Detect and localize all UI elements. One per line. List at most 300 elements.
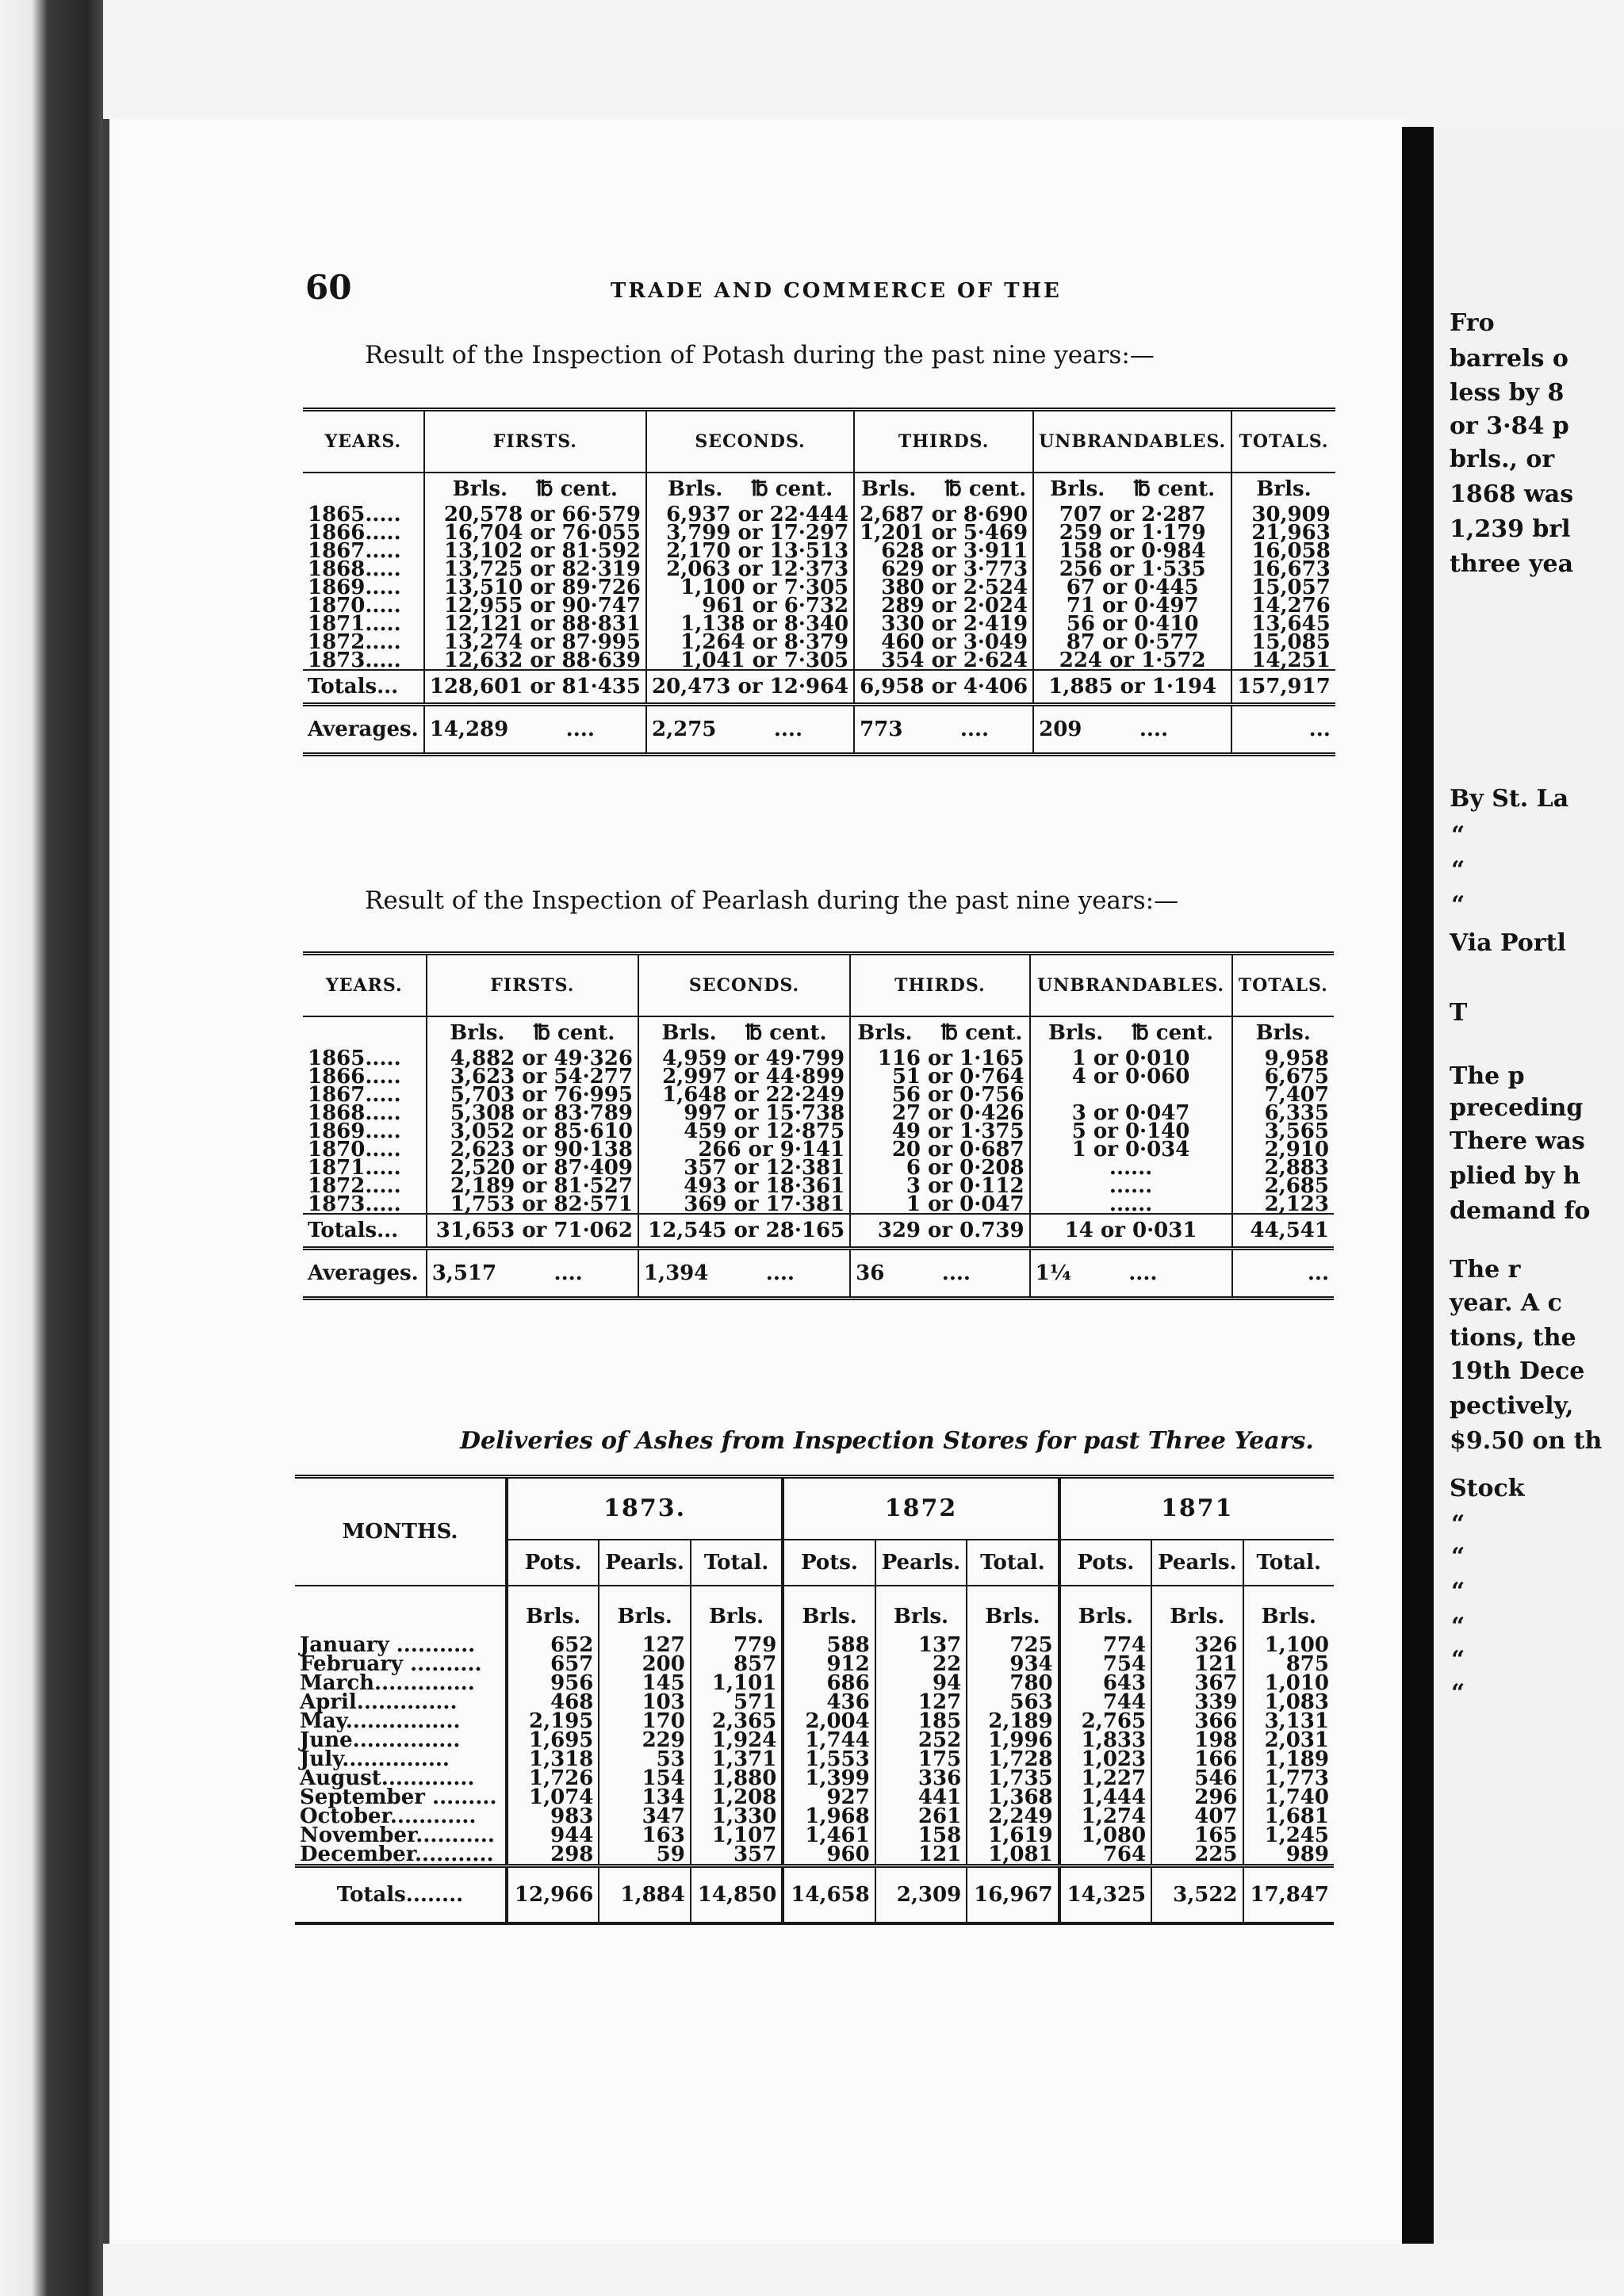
pearlash-units-total: Brls.: [1232, 1016, 1334, 1049]
delivery-value: 407: [1151, 1807, 1243, 1826]
value-cell: ......: [1030, 1195, 1232, 1214]
delivery-value: 1,368: [967, 1788, 1059, 1807]
total-cell: 15,085: [1231, 633, 1335, 651]
facing-page-fragment: preceding: [1450, 1094, 1584, 1122]
value-cell: 6 or 0·208: [850, 1158, 1029, 1177]
value-cell: 4 or 0·060: [1030, 1067, 1232, 1085]
value-cell: 369 or 17·381: [638, 1195, 850, 1214]
pearlash-units-cell: [1030, 1016, 1232, 1049]
delivery-value: 441: [875, 1788, 967, 1807]
delivery-value: 2,365: [691, 1712, 783, 1731]
column-header-pots: Pots.: [783, 1540, 875, 1586]
value-cell: 707 or 2·287: [1033, 505, 1231, 523]
potash-caption: Result of the Inspection of Potash during the past nine years:—: [365, 341, 1155, 369]
value-cell: 266 or 9·141: [638, 1140, 850, 1158]
unit-cell: Brls.: [1151, 1586, 1243, 1636]
value-cell: 460 or 3·049: [854, 633, 1033, 651]
pearlash-header-unbrandables: UNBRANDABLES.: [1030, 954, 1232, 1017]
pearlash-units-row: [303, 1016, 1334, 1049]
potash-units-cell: [1033, 473, 1231, 505]
year-cell: 1873.....: [308, 1192, 401, 1216]
value-cell: 1 or 0·047: [850, 1195, 1029, 1214]
delivery-value: 339: [1151, 1693, 1243, 1712]
delivery-value: 296: [1151, 1788, 1243, 1807]
delivery-value: 1,681: [1243, 1807, 1334, 1826]
value-cell: 1,264 or 8·379: [646, 633, 854, 651]
totals-cell: 12,545 or 28·165: [638, 1214, 850, 1249]
facing-page-fragment: By St. La: [1450, 785, 1569, 813]
value-cell: 1,041 or 7·305: [646, 651, 854, 670]
delivery-value: 1,330: [691, 1807, 783, 1826]
delivery-value: 185: [875, 1712, 967, 1731]
value-cell: 5,703 or 76·995: [427, 1085, 638, 1104]
delivery-value: 1,318: [507, 1750, 599, 1769]
average-value: 36: [856, 1261, 885, 1285]
deliveries-caption: Deliveries of Ashes from Inspection Stores for past Three Years.: [460, 1427, 1314, 1455]
value-cell: 20 or 0·687: [850, 1140, 1029, 1158]
total-cell: 21,963: [1231, 523, 1335, 541]
delivery-value: 1,227: [1059, 1769, 1151, 1788]
delivery-value: 200: [599, 1655, 690, 1674]
year-cell: 1867.....: [308, 1082, 401, 1107]
delivery-value: 754: [1059, 1655, 1151, 1674]
delivery-value: 2,195: [507, 1712, 599, 1731]
delivery-value: 53: [599, 1750, 690, 1769]
totals-cell: 128,601 or 81·435: [424, 670, 646, 705]
delivery-value: 1,208: [691, 1788, 783, 1807]
unit-percent: ℔ cent.: [1132, 1021, 1214, 1045]
facing-page-fragment: 1868 was: [1450, 480, 1574, 508]
value-cell: 380 or 2·524: [854, 578, 1033, 596]
delivery-value: 857: [691, 1655, 783, 1674]
averages-label: Averages.: [303, 1249, 427, 1299]
delivery-value: 1,553: [783, 1750, 875, 1769]
potash-row: [303, 651, 1335, 670]
average-cell: [424, 705, 646, 755]
average-cell: [427, 1249, 638, 1299]
delivery-value: 571: [691, 1693, 783, 1712]
total-cell: 14,251: [1231, 651, 1335, 670]
total-cell: 2,883: [1232, 1158, 1334, 1177]
month-cell: July...............: [300, 1747, 450, 1771]
column-header-pots: Pots.: [507, 1540, 599, 1586]
pearlash-units-cell: [427, 1016, 638, 1049]
year-header-1: 1872: [783, 1477, 1059, 1540]
deliveries-totals-row: [295, 1866, 1334, 1924]
year-cell: 1865.....: [308, 502, 401, 526]
delivery-value: 2,031: [1243, 1731, 1334, 1750]
year-cell: 1873.....: [308, 648, 401, 672]
delivery-total: 14,658: [783, 1866, 875, 1924]
value-cell: 224 or 1·572: [1033, 651, 1231, 670]
delivery-value: 956: [507, 1674, 599, 1693]
delivery-value: 127: [599, 1636, 690, 1655]
month-cell: November...........: [300, 1823, 495, 1847]
delivery-value: 983: [507, 1807, 599, 1826]
facing-page-fragment: “: [1451, 891, 1465, 919]
delivery-value: 2,765: [1059, 1712, 1151, 1731]
facing-page-fragment: $9.50 on th: [1450, 1427, 1603, 1455]
scan-background: [103, 0, 1624, 119]
delivery-value: 934: [967, 1655, 1059, 1674]
value-cell: 3,799 or 17·297: [646, 523, 854, 541]
book-spine: [0, 0, 103, 2296]
value-cell: 4,959 or 49·799: [638, 1049, 850, 1067]
value-cell: 4,882 or 49·326: [427, 1049, 638, 1067]
delivery-value: 366: [1151, 1712, 1243, 1731]
unit-brls: Brls.: [661, 1021, 717, 1045]
page-number: 60: [305, 268, 352, 307]
delivery-value: 137: [875, 1636, 967, 1655]
totals-cell: 1,885 or 1·194: [1033, 670, 1231, 705]
month-cell: January ...........: [300, 1633, 476, 1657]
delivery-value: 725: [967, 1636, 1059, 1655]
delivery-value: 1,968: [783, 1807, 875, 1826]
value-cell: 628 or 3·911: [854, 541, 1033, 560]
delivery-value: 127: [875, 1693, 967, 1712]
facing-page-fragment: Via Portl: [1450, 929, 1566, 957]
value-cell: 2,623 or 90·138: [427, 1140, 638, 1158]
average-value: 773: [860, 718, 903, 741]
unit-cell: Brls.: [507, 1586, 599, 1636]
delivery-value: 2,004: [783, 1712, 875, 1731]
year-cell: 1871.....: [308, 611, 401, 636]
value-cell: 5,308 or 83·789: [427, 1104, 638, 1122]
value-cell: 1,201 or 5·469: [854, 523, 1033, 541]
page-gutter: [1402, 127, 1434, 2244]
delivery-value: 165: [1151, 1826, 1243, 1845]
deliveries-unit-row: [295, 1586, 1334, 1636]
column-header-total: Total.: [691, 1540, 783, 1586]
potash-header-firsts: FIRSTS.: [424, 410, 646, 473]
delivery-value: 94: [875, 1674, 967, 1693]
value-cell: 13,510 or 89·726: [424, 578, 646, 596]
delivery-value: 1,101: [691, 1674, 783, 1693]
unit-percent: ℔ cent.: [1133, 477, 1216, 501]
value-cell: 12,955 or 90·747: [424, 596, 646, 614]
delivery-value: 944: [507, 1826, 599, 1845]
delivery-value: 436: [783, 1693, 875, 1712]
value-cell: 961 or 6·732: [646, 596, 854, 614]
delivery-value: 1,074: [507, 1788, 599, 1807]
pearlash-header-firsts: FIRSTS.: [427, 954, 638, 1017]
value-cell: 27 or 0·426: [850, 1104, 1029, 1122]
delivery-value: 1,740: [1243, 1788, 1334, 1807]
column-header-total: Total.: [967, 1540, 1059, 1586]
leader-dots: ....: [773, 718, 803, 741]
facing-page-fragment: “: [1451, 1613, 1465, 1640]
delivery-value: 779: [691, 1636, 783, 1655]
averages-label: Averages.: [303, 705, 424, 755]
value-cell: 459 or 12·875: [638, 1122, 850, 1140]
delivery-total: 14,850: [691, 1866, 783, 1924]
totals-label: Totals...: [303, 1214, 427, 1249]
facing-page-fragment: “: [1451, 1646, 1465, 1674]
value-cell: 158 or 0·984: [1033, 541, 1231, 560]
month-cell: April..............: [300, 1690, 458, 1714]
total-cell: 16,673: [1231, 560, 1335, 578]
grand-total-cell: 44,541: [1232, 1214, 1334, 1249]
delivery-value: 1,399: [783, 1769, 875, 1788]
unit-cell: Brls.: [599, 1586, 690, 1636]
delivery-value: 927: [783, 1788, 875, 1807]
deliveries-table: [295, 1475, 1334, 1925]
months-header: MONTHS.: [342, 1520, 458, 1544]
delivery-value: 59: [599, 1845, 690, 1866]
average-cell: [1030, 1249, 1232, 1299]
pearlash-row: [303, 1195, 1334, 1214]
potash-totals-row: [303, 670, 1335, 705]
delivery-value: 1,107: [691, 1826, 783, 1845]
delivery-value: 1,444: [1059, 1788, 1151, 1807]
potash-units-row: [303, 473, 1335, 505]
delivery-value: 652: [507, 1636, 599, 1655]
facing-page-fragment: 1,239 brl: [1450, 515, 1571, 543]
total-cell: 2,910: [1232, 1140, 1334, 1158]
delivery-value: 225: [1151, 1845, 1243, 1866]
unit-percent: ℔ cent.: [533, 1021, 615, 1045]
facing-page-fragment: T: [1450, 999, 1468, 1027]
delivery-value: 1,728: [967, 1750, 1059, 1769]
average-total: ...: [1231, 705, 1335, 755]
year-cell: 1871.....: [308, 1155, 401, 1180]
total-cell: 3,565: [1232, 1122, 1334, 1140]
value-cell: 13,102 or 81·592: [424, 541, 646, 560]
running-head: TRADE AND COMMERCE OF THE: [611, 279, 1062, 303]
value-cell: 2,520 or 87·409: [427, 1158, 638, 1177]
year-cell: 1867.....: [308, 538, 401, 563]
totals-cell: 31,653 or 71·062: [427, 1214, 638, 1249]
year-cell: 1868.....: [308, 1100, 401, 1125]
value-cell: 1 or 0·034: [1030, 1140, 1232, 1158]
value-cell: 1,648 or 22·249: [638, 1085, 850, 1104]
pearlash-header-totals: TOTALS.: [1232, 954, 1334, 1017]
delivery-total: 2,309: [875, 1866, 967, 1924]
unit-percent: ℔ cent.: [745, 1021, 827, 1045]
delivery-value: 154: [599, 1769, 690, 1788]
average-value: 14,289: [429, 718, 509, 741]
delivery-total: 3,522: [1151, 1866, 1243, 1924]
delivery-value: 1,833: [1059, 1731, 1151, 1750]
facing-page-fragment: or 3·84 p: [1450, 412, 1569, 440]
total-cell: 13,645: [1231, 614, 1335, 633]
delivery-value: 1,726: [507, 1769, 599, 1788]
delivery-value: 261: [875, 1807, 967, 1826]
leader-dots: ....: [765, 1261, 795, 1285]
average-cell: [646, 705, 854, 755]
year-cell: 1865.....: [308, 1046, 401, 1070]
grand-total-cell: 157,917: [1231, 670, 1335, 705]
delivery-value: 1,695: [507, 1731, 599, 1750]
total-cell: 2,123: [1232, 1195, 1334, 1214]
average-cell: [854, 705, 1033, 755]
average-value: 2,275: [651, 718, 717, 741]
delivery-value: 1,996: [967, 1731, 1059, 1750]
delivery-value: 657: [507, 1655, 599, 1674]
delivery-value: 1,735: [967, 1769, 1059, 1788]
leader-dots: ....: [941, 1261, 971, 1285]
value-cell: 2,997 or 44·899: [638, 1067, 850, 1085]
value-cell: 67 or 0·445: [1033, 578, 1231, 596]
delivery-value: 1,924: [691, 1731, 783, 1750]
delivery-value: 347: [599, 1807, 690, 1826]
delivery-value: 1,619: [967, 1826, 1059, 1845]
delivery-value: 166: [1151, 1750, 1243, 1769]
total-cell: 6,675: [1232, 1067, 1334, 1085]
value-cell: 629 or 3·773: [854, 560, 1033, 578]
facing-page: [1434, 127, 1624, 2244]
unit-cell: Brls.: [875, 1586, 967, 1636]
delivery-value: 912: [783, 1655, 875, 1674]
leader-dots: ....: [959, 718, 990, 741]
value-cell: 1,138 or 8·340: [646, 614, 854, 633]
delivery-value: 298: [507, 1845, 599, 1866]
pearlash-units-blank: [303, 1016, 427, 1049]
value-cell: 997 or 15·738: [638, 1104, 850, 1122]
total-cell: 9,958: [1232, 1049, 1334, 1067]
column-header-pots: Pots.: [1059, 1540, 1151, 1586]
facing-page-fragment: “: [1451, 1510, 1465, 1538]
delivery-value: 158: [875, 1826, 967, 1845]
potash-header-years: YEARS.: [303, 410, 424, 473]
delivery-value: 1,081: [967, 1845, 1059, 1866]
facing-page-fragment: “: [1451, 821, 1465, 849]
potash-units-total: Brls.: [1231, 473, 1335, 505]
year-cell: 1869.....: [308, 1119, 401, 1143]
leader-dots: ....: [1128, 1261, 1158, 1285]
facing-page-fragment: less by 8: [1450, 379, 1565, 407]
delivery-value: 563: [967, 1693, 1059, 1712]
delivery-value: 2,189: [967, 1712, 1059, 1731]
value-cell: ......: [1030, 1158, 1232, 1177]
value-cell: 71 or 0·497: [1033, 596, 1231, 614]
pearlash-header-years: YEARS.: [303, 954, 427, 1017]
delivery-value: 1,023: [1059, 1750, 1151, 1769]
unit-percent: ℔ cent.: [536, 477, 618, 501]
delivery-value: 1,080: [1059, 1826, 1151, 1845]
delivery-value: 121: [875, 1845, 967, 1866]
value-cell: 357 or 12·381: [638, 1158, 850, 1177]
totals-cell: 14 or 0·031: [1030, 1214, 1232, 1249]
delivery-total: 17,847: [1243, 1866, 1334, 1924]
unit-cell: Brls.: [967, 1586, 1059, 1636]
year-header-2: 1871: [1059, 1477, 1334, 1540]
potash-units-blank: [303, 473, 424, 505]
year-cell: 1869.....: [308, 575, 401, 599]
delivery-value: 198: [1151, 1731, 1243, 1750]
unit-percent: ℔ cent.: [944, 477, 1027, 501]
value-cell: 3,052 or 85·610: [427, 1122, 638, 1140]
delivery-value: 686: [783, 1674, 875, 1693]
value-cell: 56 or 0·410: [1033, 614, 1231, 633]
delivery-value: 326: [1151, 1636, 1243, 1655]
potash-units-cell: [854, 473, 1033, 505]
delivery-value: 3,131: [1243, 1712, 1334, 1731]
year-header-0: 1873.: [507, 1477, 783, 1540]
average-value: 3,517: [431, 1261, 497, 1285]
value-cell: 87 or 0·577: [1033, 633, 1231, 651]
year-cell: 1870.....: [308, 1137, 401, 1161]
delivery-value: 960: [783, 1845, 875, 1866]
average-value: 209: [1039, 718, 1082, 741]
value-cell: 2,063 or 12·373: [646, 560, 854, 578]
delivery-value: 134: [599, 1788, 690, 1807]
delivery-value: 145: [599, 1674, 690, 1693]
leader-dots: ....: [565, 718, 595, 741]
column-header-total: Total.: [1243, 1540, 1334, 1586]
year-cell: 1866.....: [308, 1064, 401, 1089]
unit-blank: [295, 1586, 507, 1636]
delivery-value: 1,245: [1243, 1826, 1334, 1845]
month-cell: February ..........: [300, 1652, 482, 1676]
value-cell: 3 or 0·112: [850, 1177, 1029, 1195]
facing-page-fragment: 19th Dece: [1450, 1357, 1585, 1385]
year-cell: 1868.....: [308, 557, 401, 581]
pearlash-averages-row: [303, 1249, 1334, 1299]
total-cell: 16,058: [1231, 541, 1335, 560]
delivery-value: 1,880: [691, 1769, 783, 1788]
month-cell: December...........: [300, 1843, 494, 1866]
delivery-value: 1,083: [1243, 1693, 1334, 1712]
pearlash-table: [303, 951, 1334, 1300]
unit-brls: Brls.: [452, 477, 508, 501]
potash-header-thirds: THIRDS.: [854, 410, 1033, 473]
pearlash-header-thirds: THIRDS.: [850, 954, 1029, 1017]
facing-page-fragment: Stock: [1450, 1475, 1525, 1502]
total-cell: 15,057: [1231, 578, 1335, 596]
value-cell: 12,121 or 88·831: [424, 614, 646, 633]
pearlash-units-cell: [850, 1016, 1029, 1049]
average-value: 1¼: [1035, 1261, 1071, 1285]
delivery-value: 1,010: [1243, 1674, 1334, 1693]
potash-units-cell: [424, 473, 646, 505]
value-cell: 2,170 or 13·513: [646, 541, 854, 560]
potash-units-cell: [646, 473, 854, 505]
delivery-value: 175: [875, 1750, 967, 1769]
value-cell: 116 or 1·165: [850, 1049, 1029, 1067]
facing-page-fragment: There was: [1450, 1127, 1585, 1155]
delivery-value: 1,100: [1243, 1636, 1334, 1655]
delivery-total: 16,967: [967, 1866, 1059, 1924]
value-cell: 56 or 0·756: [850, 1085, 1029, 1104]
unit-cell: Brls.: [1059, 1586, 1151, 1636]
column-header-pearls: Pearls.: [875, 1540, 967, 1586]
value-cell: 1,753 or 82·571: [427, 1195, 638, 1214]
value-cell: 3 or 0·047: [1030, 1104, 1232, 1122]
delivery-value: 780: [967, 1674, 1059, 1693]
pearlash-header-seconds: SECONDS.: [638, 954, 850, 1017]
facing-page-fragment: three yea: [1450, 550, 1574, 578]
unit-cell: Brls.: [691, 1586, 783, 1636]
delivery-value: 22: [875, 1655, 967, 1674]
facing-page-fragment: barrels o: [1450, 345, 1568, 373]
totals-cell: 329 or 0.739: [850, 1214, 1029, 1249]
delivery-value: 744: [1059, 1693, 1151, 1712]
delivery-value: 336: [875, 1769, 967, 1788]
delivery-value: 546: [1151, 1769, 1243, 1788]
value-cell: 2,687 or 8·690: [854, 505, 1033, 523]
pearlash-totals-row: [303, 1214, 1334, 1249]
totals-cell: 20,473 or 12·964: [646, 670, 854, 705]
year-cell: 1866.....: [308, 520, 401, 545]
month-cell: October............: [300, 1804, 477, 1828]
facing-page-fragment: demand fo: [1450, 1197, 1591, 1225]
month-cell: May................: [300, 1709, 461, 1733]
total-cell: 6,335: [1232, 1104, 1334, 1122]
potash-averages-row: [303, 705, 1335, 755]
delivery-total: 1,884: [599, 1866, 690, 1924]
value-cell: 354 or 2·624: [854, 651, 1033, 670]
